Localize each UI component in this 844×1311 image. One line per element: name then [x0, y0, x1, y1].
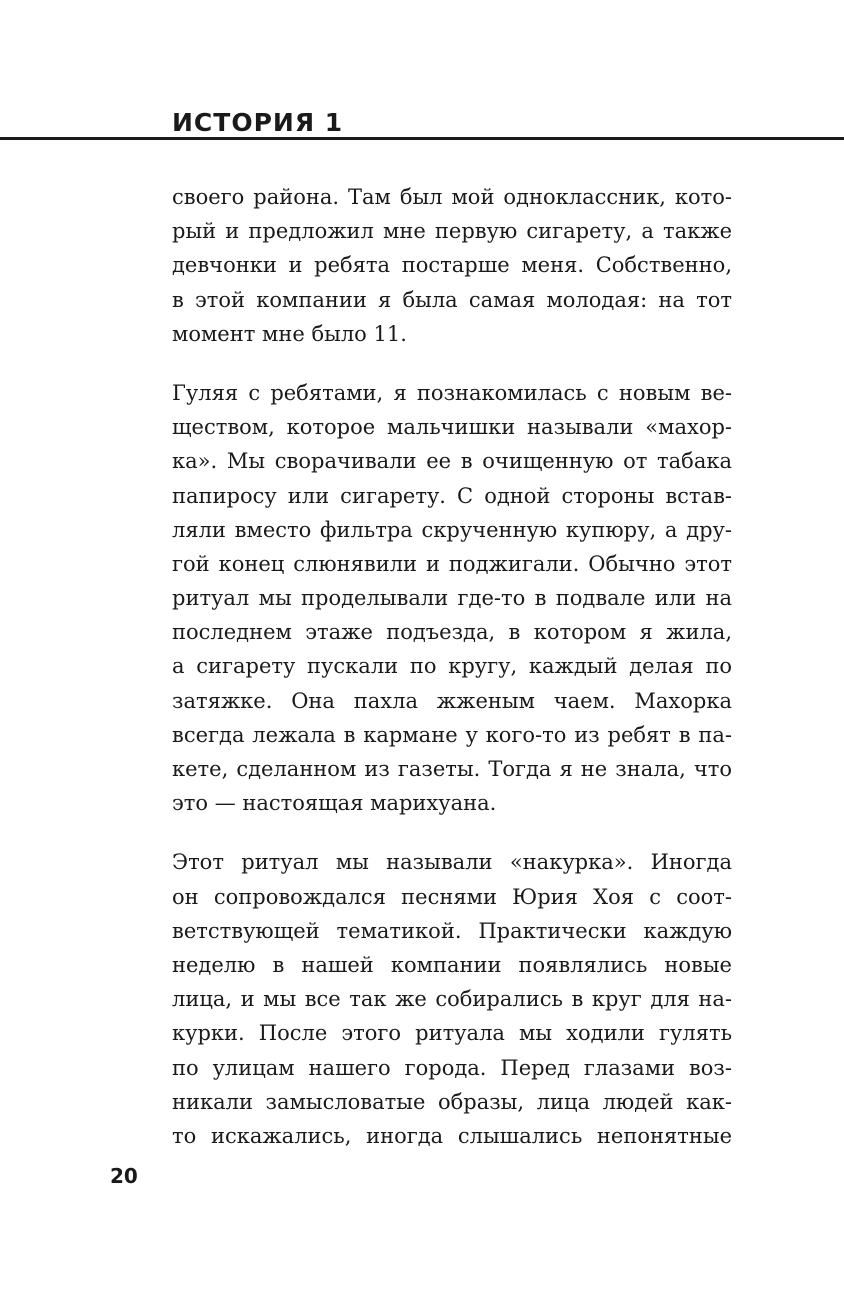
text-line: ляли вместо фильтра скрученную купюру, а дру-	[172, 517, 732, 542]
text-line: рый и предложил мне первую сигарету, а также	[172, 219, 732, 244]
text-line: в этой компании я была самая молодая: на тот	[172, 287, 732, 312]
text-line: кете, сделанном из газеты. Тогда я не знала, что	[172, 757, 732, 781]
text-line: ветствующей тематикой. Практически каждую	[172, 918, 732, 943]
paragraph-1	[172, 180, 732, 351]
text-line: по улицам нашего города. Перед глазами воз-	[172, 1055, 732, 1080]
text-line: Этот ритуал мы называли «накурка». Иногда	[172, 850, 732, 875]
text-line: своего района. Там был мой одноклассник, кото-	[172, 185, 732, 209]
text-line: неделю в нашей компании появлялись новые	[172, 952, 732, 977]
header-rule	[0, 137, 844, 140]
text-line: гой конец слюнявили и поджигали. Обычно этот	[172, 551, 732, 576]
running-title: ИСТОРИЯ 1	[172, 108, 344, 137]
text-line: ритуал мы проделывали где-то в подвале или на	[172, 586, 732, 611]
text-line: Гуляя с ребятами, я познакомилась с новым ве-	[172, 380, 732, 405]
text-line: а сигарету пускали по кругу, каждый делая по	[172, 654, 732, 679]
text-line: всегда лежала в кармане у кого-то из ребят в па-	[172, 722, 732, 747]
text-line: это — настоящая марихуана.	[172, 791, 497, 816]
paragraph-2	[172, 376, 732, 820]
text-line: последнем этаже подъезда, в котором я жила,	[172, 620, 732, 645]
paragraph-3	[172, 845, 732, 1153]
text-line: ществом, которое мальчишки называли «махор-	[172, 415, 732, 440]
page-number: 20	[110, 1164, 138, 1188]
text-line: папиросу или сигарету. С одной стороны встав-	[172, 483, 732, 508]
text-line: он сопровождался песнями Юрия Хоя с соот-	[172, 884, 732, 909]
text-line: никали замысловатые образы, лица людей как-	[172, 1089, 732, 1114]
text-line: момент мне было 11.	[172, 321, 407, 346]
text-line: курки. После этого ритуала мы ходили гулять	[172, 1021, 732, 1046]
body-text	[172, 180, 732, 1178]
text-line: затяжке. Она пахла жженым чаем. Махорка	[172, 688, 732, 713]
text-line: лица, и мы все так же собирались в круг для на-	[172, 987, 732, 1012]
text-line: то искажались, иногда слышались непонятные	[172, 1123, 732, 1148]
text-line: ка». Мы сворачивали ее в очищенную от табака	[172, 449, 732, 474]
text-line: девчонки и ребята постарше меня. Собственно,	[172, 253, 732, 278]
